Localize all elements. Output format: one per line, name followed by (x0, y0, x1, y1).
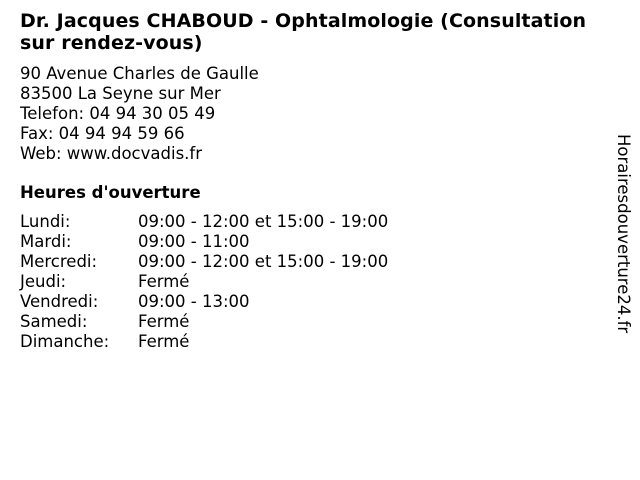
website: Web: www.docvadis.fr (20, 144, 202, 163)
day-label: Vendredi: (20, 292, 99, 311)
fax-number: Fax: 04 94 94 59 66 (20, 124, 185, 143)
day-label: Dimanche: (20, 332, 110, 351)
hours-value: Fermé (138, 272, 190, 291)
opening-hours-heading: Heures d'ouverture (20, 183, 201, 202)
opening-hours-table (20, 212, 610, 352)
page-title: Dr. Jacques CHABOUD - Ophtalmologie (Consultation sur rendez-vous) (20, 10, 587, 54)
hours-row-friday (20, 292, 610, 312)
address-block (20, 64, 610, 164)
hours-row-saturday (20, 312, 610, 332)
hours-value: Fermé (138, 312, 190, 331)
hours-value: 09:00 - 13:00 (138, 292, 250, 311)
hours-row-thursday (20, 272, 610, 292)
hours-row-sunday (20, 332, 610, 352)
hours-value: Fermé (138, 332, 190, 351)
hours-row-monday (20, 212, 610, 232)
day-label: Samedi: (20, 312, 88, 331)
street-address: 90 Avenue Charles de Gaulle (20, 64, 259, 83)
business-card (20, 10, 610, 352)
hours-value: 09:00 - 12:00 et 15:00 - 19:00 (138, 212, 389, 231)
hours-value: 09:00 - 11:00 (138, 232, 250, 251)
site-watermark: Horairesdouverture24.fr (614, 134, 633, 334)
day-label: Jeudi: (20, 272, 67, 291)
city-address: 83500 La Seyne sur Mer (20, 84, 221, 103)
hours-row-wednesday (20, 252, 610, 272)
day-label: Mardi: (20, 232, 72, 251)
day-label: Lundi: (20, 212, 71, 231)
hours-value: 09:00 - 12:00 et 15:00 - 19:00 (138, 252, 389, 271)
hours-row-tuesday (20, 232, 610, 252)
day-label: Mercredi: (20, 252, 98, 271)
phone-number: Telefon: 04 94 30 05 49 (20, 104, 216, 123)
